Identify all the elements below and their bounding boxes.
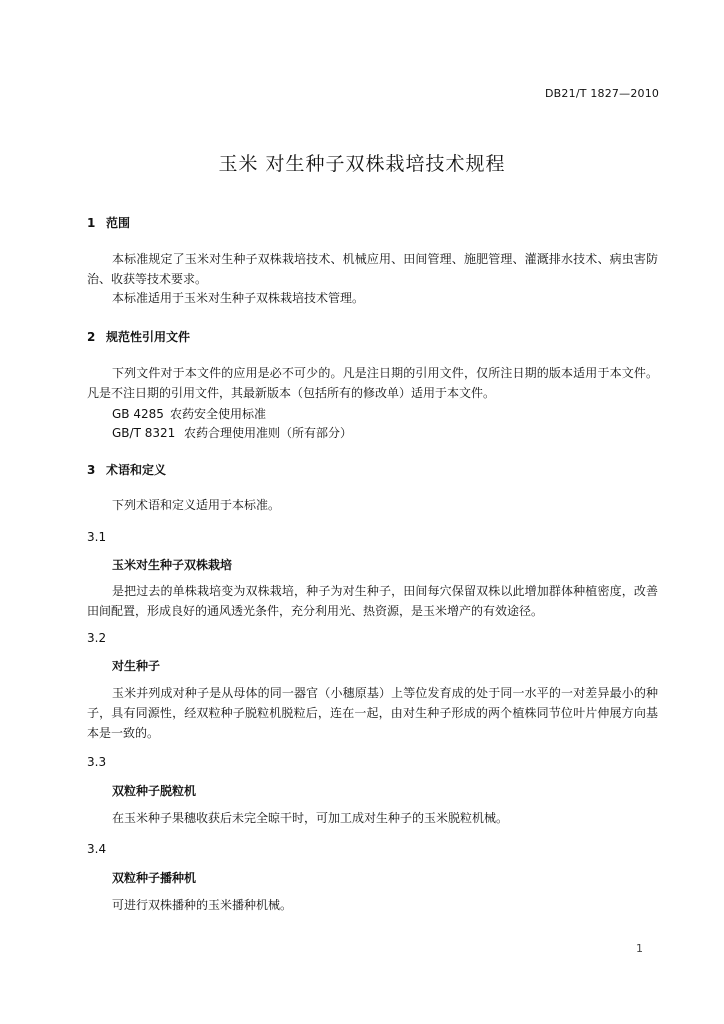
section-1-heading [87,214,130,231]
section-1-paragraph-1: 本标准规定了玉米对生种子双株栽培技术、机械应用、田间管理、施肥管理、灌溉排水技术、病虫害防治、收获等技术要求。 [87,252,658,286]
section-title: 范围 [106,216,131,230]
clause-number: 3.4 [87,842,107,856]
clause-number: 3.1 [87,530,107,544]
section-number: 1 [87,216,96,230]
term-definition: 在玉米种子果穗收获后未完全晾干时，可加工成对生种子的玉米脱粒机械。 [112,811,509,825]
document-title: 玉米 对生种子双株栽培技术规程 [218,153,506,175]
term-title: 双粒种子脱粒机 [112,784,197,798]
term-title: 双粒种子播种机 [112,871,197,885]
term-title: 玉米对生种子双株栽培 [112,558,233,572]
section-title: 术语和定义 [106,463,167,477]
term-definition: 可进行双株播种的玉米播种机械。 [112,898,293,912]
term-definition: 是把过去的单株栽培变为双株栽培，种子为对生种子，田间每穴保留双株以此增加群体种植密度，改善田间配置，形成良好的通风透光条件，充分利用光、热资源，是玉米增产的有效途径。 [87,584,658,618]
section-title: 规范性引用文件 [106,330,191,344]
section-number: 3 [87,463,96,477]
section-1-paragraph-2: 本标准适用于玉米对生种子双株栽培技术管理。 [112,291,365,305]
normative-reference [112,405,266,422]
section-2-heading [87,328,190,345]
section-3-paragraph-1: 下列术语和定义适用于本标准。 [112,498,281,512]
reference-code: GB/T 8321 [112,426,176,440]
reference-title: 农药安全使用标准 [170,407,267,421]
term-definition: 玉米并列成对种子是从母体的同一器官（小穗原基）上等位发育成的处于同一水平的一对差异最小的种子，具有同源性，经双粒种子脱粒机脱粒后，连在一起，由对生种子形成的两个植株同节位叶片伸展方向基本是一致的。 [87,686,658,740]
normative-reference [112,424,352,441]
term-title: 对生种子 [112,659,161,673]
section-3-heading [87,461,166,478]
clause-number: 3.3 [87,755,107,769]
section-2-paragraph-1: 下列文件对于本文件的应用是必不可少的。凡是注日期的引用文件，仅所注日期的版本适用于本文件。凡是不注日期的引用文件，其最新版本（包括所有的修改单）适用于本文件。 [87,366,658,400]
page-number: 1 [636,942,643,955]
clause-number: 3.2 [87,631,107,645]
standard-number: DB21/T 1827—2010 [545,87,660,100]
reference-code: GB 4285 [112,407,164,421]
reference-title: 农药合理使用准则（所有部分） [184,426,353,440]
section-number: 2 [87,330,96,344]
